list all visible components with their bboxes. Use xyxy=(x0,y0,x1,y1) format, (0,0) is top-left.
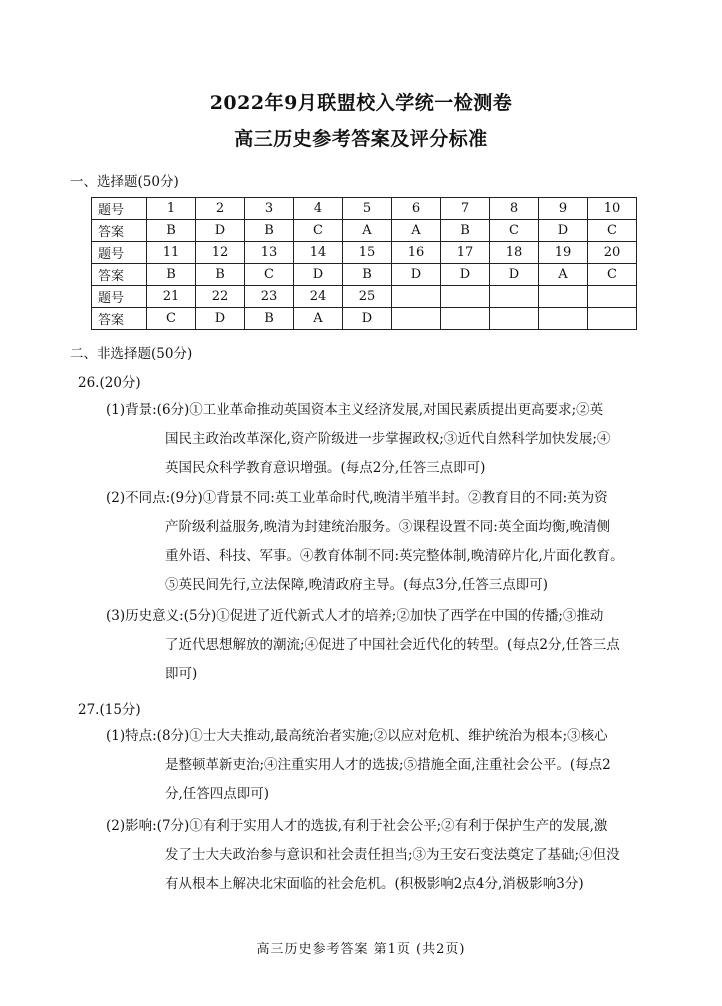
answer-table-row xyxy=(92,220,637,242)
answer-table-cell: 14 xyxy=(294,242,343,264)
answer-table-cell xyxy=(539,308,588,330)
section-non-choice-heading: 二、非选择题(50分) xyxy=(70,346,193,362)
document-title: 2022年9月联盟校入学统一检测卷 xyxy=(209,92,513,114)
document-subtitle: 高三历史参考答案及评分标准 xyxy=(234,128,488,150)
q26-item-2-line-3: 重外语、科技、军事。④教育体制不同:英完整体制,晚清碎片化,片面化教育。 xyxy=(165,548,624,564)
answer-table-cell: 18 xyxy=(490,242,539,264)
q27-item-1 xyxy=(106,722,646,809)
answer-table-cell: A xyxy=(294,308,343,330)
q26-item-1-line-2: 国民主政治改革深化,资产阶级进一步掌握政权;③近代自然科学加快发展;④ xyxy=(165,431,611,447)
answer-table-row-header: 答案 xyxy=(92,220,147,242)
answer-table-cell: 11 xyxy=(147,242,196,264)
answer-table-cell: A xyxy=(343,220,392,242)
answer-table-cell: 20 xyxy=(588,242,637,264)
question-26-label: 26.(20分) xyxy=(78,375,141,391)
answer-table-cell: 6 xyxy=(392,198,441,220)
answer-table-cell: C xyxy=(588,220,637,242)
answer-table-cell xyxy=(441,286,490,308)
answer-table-cell: D xyxy=(490,264,539,286)
q27-item-2-line-3: 有从根本上解决北宋面临的社会危机。(积极影响2点4分,消极影响3分) xyxy=(165,876,584,892)
answer-table-cell xyxy=(490,308,539,330)
answer-table-cell: D xyxy=(441,264,490,286)
answer-table-cell: 13 xyxy=(245,242,294,264)
answer-table-row-header: 题号 xyxy=(92,198,147,220)
q27-item-2 xyxy=(106,812,646,899)
q27-item-1-line-3: 分,任答四点即可) xyxy=(165,786,270,802)
answer-table-cell xyxy=(392,286,441,308)
answer-table-cell xyxy=(588,286,637,308)
q26-item-2-line-4: ⑤英民间先行,立法保障,晚清政府主导。(每点3分,任答三点即可) xyxy=(165,577,548,593)
answer-table xyxy=(91,197,637,330)
q26-item-1 xyxy=(106,396,646,483)
answer-table-cell: 7 xyxy=(441,198,490,220)
answer-table-cell: 19 xyxy=(539,242,588,264)
answer-table-cell: 16 xyxy=(392,242,441,264)
q26-item-3 xyxy=(106,602,646,689)
answer-table-cell: B xyxy=(147,220,196,242)
answer-table-cell: 2 xyxy=(196,198,245,220)
page-footer: 高三历史参考答案 第1页 (共2页) xyxy=(256,942,466,957)
answer-table-cell: 25 xyxy=(343,286,392,308)
answer-table-cell: 8 xyxy=(490,198,539,220)
answer-table-cell: 23 xyxy=(245,286,294,308)
q26-item-2 xyxy=(106,484,646,600)
q26-item-1-line-3: 英国民众科学教育意识增强。(每点2分,任答三点即可) xyxy=(165,460,486,476)
answer-table-cell: 5 xyxy=(343,198,392,220)
answer-table-cell: D xyxy=(294,264,343,286)
answer-table-cell: D xyxy=(392,264,441,286)
answer-table-cell: 21 xyxy=(147,286,196,308)
q27-item-2-line-1: (2)影响:(7分)①有利于实用人才的选拔,有利于社会公平;②有利于保护生产的发展,激 xyxy=(106,818,608,834)
answer-table-row xyxy=(92,264,637,286)
answer-table-cell xyxy=(490,286,539,308)
answer-table-cell: 12 xyxy=(196,242,245,264)
answer-table-cell: B xyxy=(245,308,294,330)
answer-table-cell: 3 xyxy=(245,198,294,220)
answer-table-cell: C xyxy=(588,264,637,286)
answer-table-row-header: 答案 xyxy=(92,308,147,330)
question-27-label: 27.(15分) xyxy=(78,702,141,718)
answer-table-cell: B xyxy=(196,264,245,286)
answer-table-cell: B xyxy=(441,220,490,242)
answer-table-cell: 4 xyxy=(294,198,343,220)
answer-table-row-header: 题号 xyxy=(92,286,147,308)
answer-table-cell: D xyxy=(196,220,245,242)
answer-table-cell: C xyxy=(245,264,294,286)
answer-table-cell: B xyxy=(147,264,196,286)
answer-table-cell: B xyxy=(245,220,294,242)
answer-table-row xyxy=(92,198,637,220)
answer-table-row-header: 题号 xyxy=(92,242,147,264)
answer-table-cell: 1 xyxy=(147,198,196,220)
answer-table-cell: 15 xyxy=(343,242,392,264)
answer-table-cell: 24 xyxy=(294,286,343,308)
answer-table-row xyxy=(92,308,637,330)
answer-table-cell: A xyxy=(539,264,588,286)
answer-table-cell: 17 xyxy=(441,242,490,264)
answer-table-row xyxy=(92,242,637,264)
answer-table-cell: C xyxy=(294,220,343,242)
answer-table-cell xyxy=(539,286,588,308)
answer-table-cell: A xyxy=(392,220,441,242)
answer-table-cell: B xyxy=(343,264,392,286)
section-multiple-choice-heading: 一、选择题(50分) xyxy=(70,174,179,190)
q26-item-3-line-1: (3)历史意义:(5分)①促进了近代新式人才的培养;②加快了西学在中国的传播;③推动 xyxy=(106,608,604,624)
answer-table-cell: 10 xyxy=(588,198,637,220)
answer-table-cell: 9 xyxy=(539,198,588,220)
q27-item-2-line-2: 发了士大夫政治参与意识和社会责任担当;③为王安石变法奠定了基础;④但没 xyxy=(165,847,620,863)
answer-table-cell xyxy=(392,308,441,330)
q27-item-1-line-2: 是整顿革新吏治;④注重实用人才的选拔;⑤措施全面,注重社会公平。(每点2 xyxy=(165,757,611,773)
answer-table-cell: 22 xyxy=(196,286,245,308)
q26-item-3-line-2: 了近代思想解放的潮流;④促进了中国社会近代化的转型。(每点2分,任答三点 xyxy=(165,637,620,653)
answer-table-row xyxy=(92,286,637,308)
q26-item-2-line-2: 产阶级利益服务,晚清为封建统治服务。③课程设置不同:英全面均衡,晚清侧 xyxy=(165,519,611,535)
q27-item-1-line-1: (1)特点:(8分)①士大夫推动,最高统治者实施;②以应对危机、维护统治为根本;③核心 xyxy=(106,728,608,744)
q26-item-3-line-3: 即可) xyxy=(165,666,198,682)
answer-table-cell xyxy=(441,308,490,330)
q26-item-1-line-1: (1)背景:(6分)①工业革命推动英国资本主义经济发展,对国民素质提出更高要求;②英 xyxy=(106,402,604,418)
answer-table-cell: D xyxy=(539,220,588,242)
answer-table-cell: D xyxy=(196,308,245,330)
answer-table-row-header: 答案 xyxy=(92,264,147,286)
answer-table-cell: D xyxy=(343,308,392,330)
answer-table-cell xyxy=(588,308,637,330)
q26-item-2-line-1: (2)不同点:(9分)①背景不同:英工业革命时代,晚清半殖半封。②教育目的不同:英为资 xyxy=(106,490,608,506)
answer-table-cell: C xyxy=(490,220,539,242)
answer-table-cell: C xyxy=(147,308,196,330)
